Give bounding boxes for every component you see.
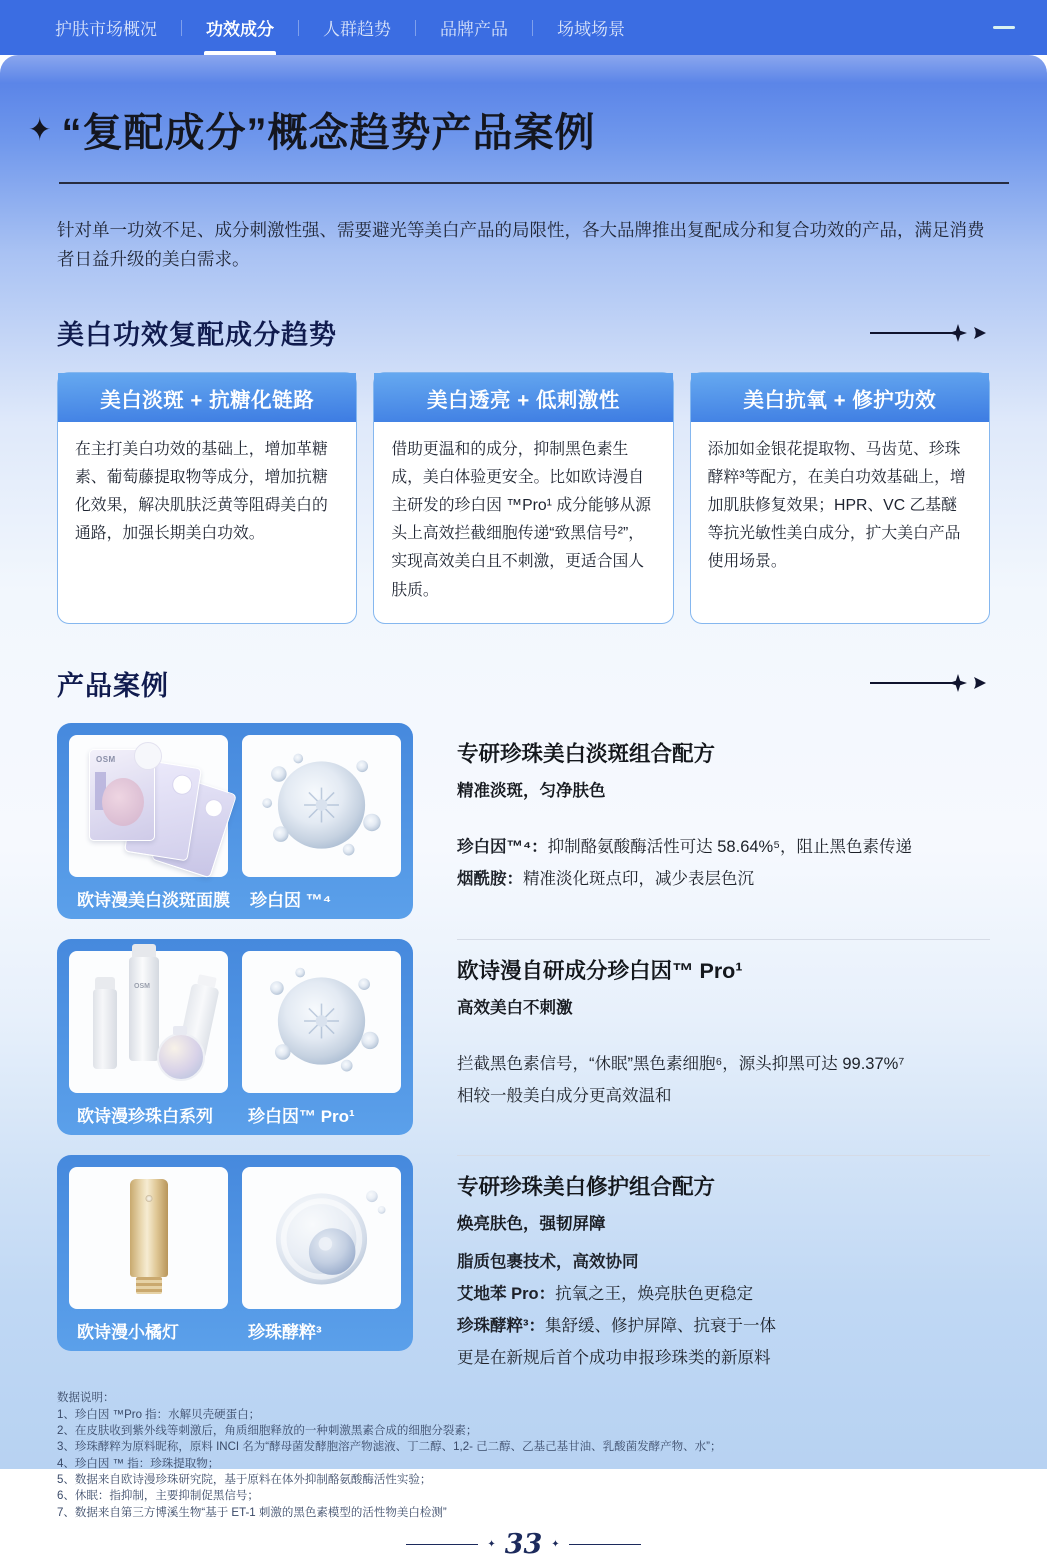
product-card: [57, 723, 413, 919]
trend-section-title: 美白功效复配成分趋势: [57, 320, 337, 351]
trend-card-body: 借助更温和的成分，抑制黑色素生成，美白体验更安全。比如欧诗漫自主研发的珍白因 ™Pro¹ 成分能够从源头上高效拦截细胞传递“致黑信号²”，实现高效美白且不刺激，更适合国人肤质。: [391, 441, 652, 599]
product-label: 珍珠酵粹³: [248, 1322, 322, 1342]
trend-card-body: 添加如金银花提取物、马齿苋、珍珠酵粹³等配方，在美白功效基础上，增加肌肤修复效果；HPR、VC 乙基醚等抗光敏性美白成分，扩大美白产品使用场景。: [707, 441, 966, 571]
nav-tab-brand-products[interactable]: 品牌产品: [440, 20, 508, 39]
product-label: 珍白因 ™⁴: [250, 890, 332, 910]
footnote: 7、数据来自第三方博溪生物“基于 ET-1 刺激的黑色素模型的活性物美白检测”: [57, 1506, 447, 1519]
product-tiles: [69, 735, 401, 877]
page-header: [0, 55, 1047, 158]
nav-divider: [415, 20, 416, 36]
footnote: 5、数据来自欧诗漫珍珠研究院，基于原料在体外抑制酪氨酸酶活性实验；: [57, 1474, 432, 1487]
trend-card-anti-glycation: [57, 372, 357, 624]
product-card: [57, 1155, 413, 1351]
case-row-pearl-white-series: [57, 939, 990, 1135]
footnote: 4、珍白因 ™ 指：珍珠提取物；: [57, 1457, 220, 1470]
trend-card-repair: [690, 372, 990, 624]
ingredient-bubble-illustration: [242, 735, 401, 877]
arrow-star-decoration-icon: [868, 672, 990, 694]
case-body: [457, 1048, 990, 1112]
trend-card-header: 美白透亮 + 低刺激性: [374, 373, 672, 422]
case-line: 拦截黑色素信号，“休眠”黑色素细胞⁶，源头抑黑可达 99.37%⁷: [457, 1054, 905, 1073]
case-text: [457, 1155, 990, 1375]
nav-divider: [181, 20, 182, 36]
nav-divider: [298, 20, 299, 36]
product-label: 欧诗漫美白淡斑面膜: [77, 890, 230, 910]
product-image-mask-pack: [69, 735, 228, 877]
case-body: [457, 831, 990, 895]
case-line: 更是在新规后首个成功申报珍珠类的新原料: [457, 1349, 771, 1368]
case-line: 珍白因™⁴：抑制酪氨酸酶活性可达 58.64%⁵，阻止黑色素传递: [457, 837, 913, 856]
ingredient-bubble-illustration: [242, 951, 401, 1093]
case-title: 专研珍珠美白修护组合配方: [457, 1174, 716, 1199]
product-image-bottle-set: [69, 951, 228, 1093]
title-divider: [59, 182, 1009, 184]
bottle-illustration: [129, 957, 159, 1061]
page-number: 33: [504, 1529, 543, 1560]
footnote: 1、珍白因 ™Pro 指：水解贝壳硬蛋白；: [57, 1408, 261, 1421]
product-card: [57, 939, 413, 1135]
bottle-illustration: [93, 989, 117, 1069]
gold-bottle-neck: [136, 1277, 162, 1294]
product-tiles: [69, 1167, 401, 1309]
case-subtitle: 焕亮肤色，强韧屏障: [457, 1214, 606, 1233]
cases-section-title: 产品案例: [57, 670, 169, 701]
footnote: 2、在皮肤收到紫外线等刺激后，角质细胞释放的一种刺激黑素合成的细胞分裂素；: [57, 1425, 478, 1438]
product-labels: [69, 1093, 401, 1127]
case-row-repair-formula: [57, 1155, 990, 1375]
page-title: “复配成分”概念趋势产品案例: [61, 111, 596, 155]
nav-tab-market-overview[interactable]: 护肤市场概况: [55, 20, 157, 39]
product-label: 珍白因™ Pro¹: [248, 1106, 355, 1126]
product-labels: [69, 877, 401, 911]
product-image-gold-bottle: [69, 1167, 228, 1309]
trend-card-header: 美白抗氧 + 修护功效: [691, 373, 989, 422]
brand-mark: OSM: [96, 754, 116, 764]
sparkle-star-icon: ✦: [551, 1538, 560, 1550]
product-image-ingredient-bubble: [242, 951, 401, 1093]
product-label: 欧诗漫小橘灯: [77, 1322, 179, 1342]
case-title: 欧诗漫自研成分珍白因™ Pro¹: [457, 958, 743, 983]
pearl-bubble-illustration: [242, 1167, 401, 1309]
data-notes: [57, 1390, 990, 1521]
nav-more-dash-icon[interactable]: [993, 26, 1015, 29]
sparkle-star-icon: ✦: [28, 111, 52, 147]
nav-tab-channel-scenes[interactable]: 场域场景: [557, 20, 625, 39]
data-notes-title: 数据说明：: [57, 1392, 115, 1405]
trend-cards: [57, 372, 990, 624]
nav-divider: [532, 20, 533, 36]
case-line: 脂质包裹技术，高效协同: [457, 1252, 639, 1271]
top-nav: [0, 0, 1047, 55]
arrow-star-decoration-icon: [868, 322, 990, 344]
case-subtitle: 精准淡斑，匀净肤色: [457, 781, 606, 800]
brand-mark: OSM: [134, 982, 150, 990]
case-line: 艾地苯 Pro：抗氧之王，焕亮肤色更稳定: [457, 1284, 754, 1303]
page-number-line: [406, 1544, 478, 1546]
case-text: [457, 939, 990, 1135]
nav-tab-efficacy-ingredients[interactable]: 功效成分: [206, 0, 274, 55]
case-title: 专研珍珠美白淡斑组合配方: [457, 741, 716, 766]
sparkle-star-icon: ✦: [487, 1538, 496, 1550]
page-number-line: [569, 1544, 641, 1546]
case-line: 烟酰胺：精准淡化斑点印，减少表层色沉: [457, 869, 754, 888]
footnote: 3、珍珠酵粹为原料昵称，原料 INCI 名为“酵母菌发酵胞溶产物滤液、丁二醇、1,2- 己二醇、乙基己基甘油、乳酸菌发酵产物、水”；: [57, 1441, 722, 1454]
page-number-block: [0, 1529, 1047, 1560]
mask-packaging-illustration: [89, 749, 155, 841]
case-subtitle: 高效美白不刺激: [457, 998, 573, 1017]
gold-bottle-illustration: [130, 1179, 168, 1277]
cases-section-head: [57, 664, 990, 703]
flask-illustration: [157, 1033, 205, 1081]
trend-section-head: [57, 313, 990, 352]
nav-tab-consumer-trends[interactable]: 人群趋势: [323, 20, 391, 39]
case-body: [457, 1246, 990, 1375]
content-panel: [0, 55, 1047, 1560]
case-row-whitening-spot: [57, 723, 990, 919]
product-label: 欧诗漫珍珠白系列: [77, 1106, 213, 1126]
trend-card-body: 在主打美白功效的基础上，增加革糖素、葡萄藤提取物等成分，增加抗糖化效果，解决肌肤泛黄等阻碍美白的通路，加强长期美白功效。: [75, 441, 328, 543]
case-line: 相较一般美白成分更高效温和: [457, 1086, 672, 1105]
case-text: [457, 723, 990, 919]
trend-card-low-irritation: [373, 372, 673, 624]
product-image-ingredient-bubble: [242, 735, 401, 877]
product-labels: [69, 1309, 401, 1343]
case-line: 珍珠酵粹³：集舒缓、修护屏障、抗衰于一体: [457, 1317, 776, 1336]
product-tiles: [69, 951, 401, 1093]
trend-card-header: 美白淡斑 + 抗糖化链路: [58, 373, 356, 422]
intro-paragraph: 针对单一功效不足、成分刺激性强、需要避光等美白产品的局限性，各大品牌推出复配成分和复合功效的产品，满足消费者日益升级的美白需求。: [57, 220, 985, 269]
product-image-pearl-bubble: [242, 1167, 401, 1309]
footnote: 6、休眠：指抑制，主要抑制促黑信号；: [57, 1490, 259, 1503]
